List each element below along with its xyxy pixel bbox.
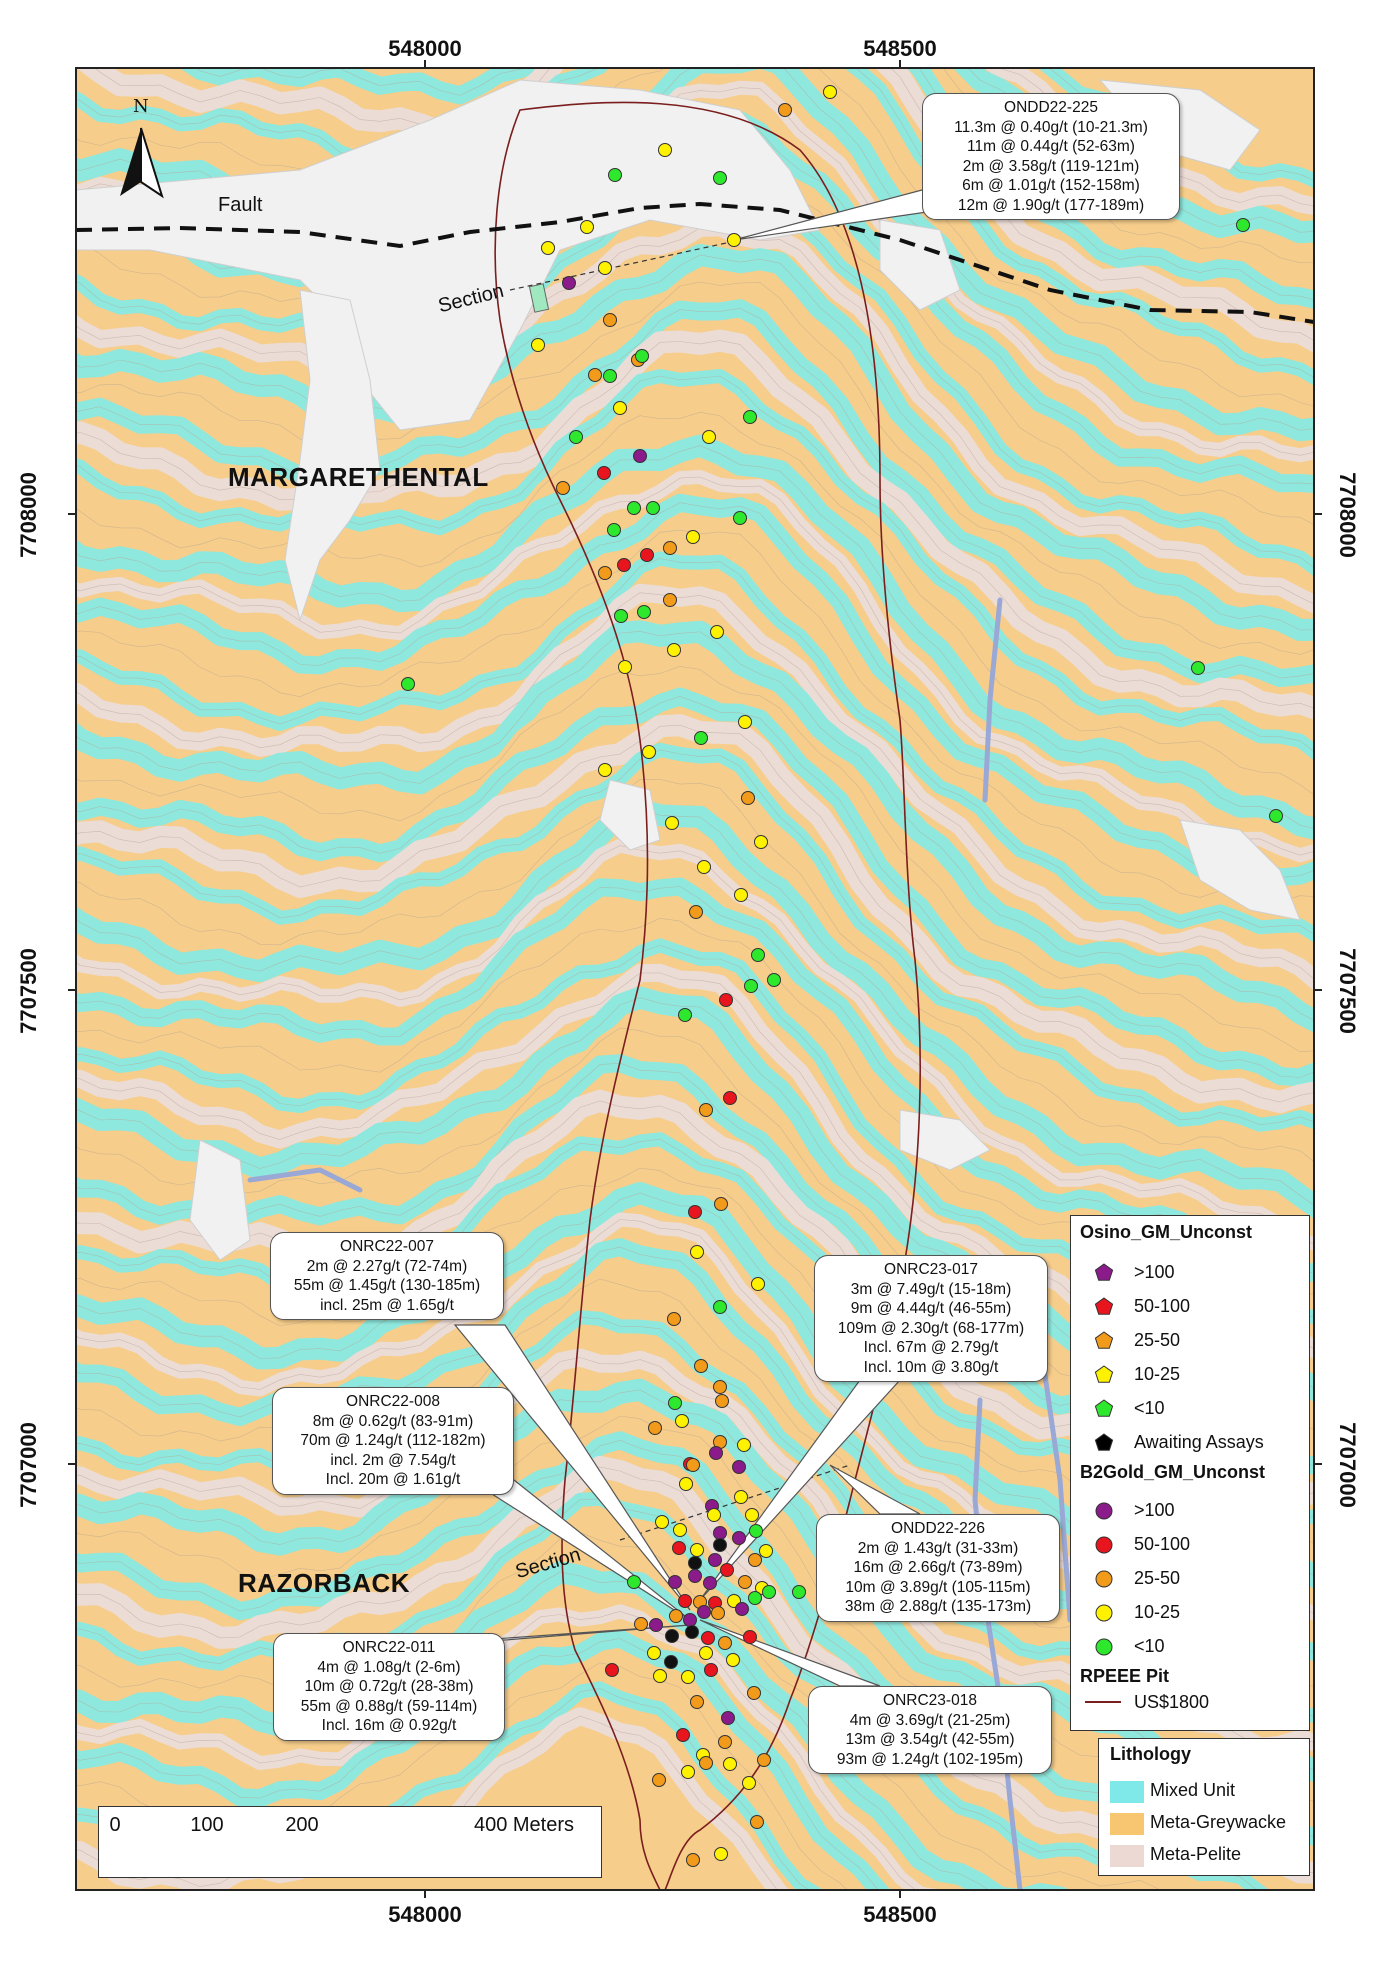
drillhole-point (760, 1545, 773, 1558)
drillhole-point (542, 242, 555, 255)
callout-line: Incl. 16m @ 0.92g/t (321, 1717, 457, 1734)
drillhole-point (641, 549, 654, 562)
drillhole-point (695, 1360, 708, 1373)
callout-line: incl. 25m @ 1.65g/t (320, 1296, 454, 1314)
drillhole-point (724, 1758, 737, 1771)
drillhole-point (743, 1777, 756, 1790)
callout-line: ONRC22-007 (340, 1238, 434, 1255)
drillhole-point (669, 1397, 682, 1410)
drillhole-point (598, 467, 611, 480)
callout-onrc22-008 (272, 1387, 514, 1495)
lithology-title: Lithology (1110, 1744, 1191, 1764)
drillhole-point (684, 1614, 697, 1627)
drillhole-point (402, 678, 415, 691)
drillhole-point (719, 1736, 732, 1749)
drillhole-point (689, 1206, 702, 1219)
callout-line: Incl. 10m @ 3.80g/t (863, 1358, 999, 1376)
drillhole-point (739, 1576, 752, 1589)
drillhole-point (752, 1278, 765, 1291)
drillhole-point (714, 1539, 727, 1552)
drillhole-point (727, 1654, 740, 1667)
drillhole-point (1192, 662, 1205, 675)
drillhole-point (680, 1478, 693, 1491)
callout-line: 2m @ 2.27g/t (72-74m) (306, 1257, 468, 1275)
callout-line: ONRC22-011 (342, 1639, 436, 1656)
callout-line: ONRC23-017 (884, 1261, 978, 1278)
legend-osino-label: 10-25 (1134, 1364, 1181, 1384)
drillhole-point (604, 370, 617, 383)
drillhole-point (758, 1754, 771, 1767)
drillhole-point (714, 1301, 727, 1314)
drillhole-point (666, 1630, 679, 1643)
legend-symbol-pentagon (1092, 1328, 1116, 1352)
drillhole-point (735, 1491, 748, 1504)
fault-label: Fault (218, 194, 263, 216)
callout-line: 109m @ 2.30g/t (68-177m) (837, 1319, 1025, 1337)
drillhole-point (638, 606, 651, 619)
drillhole-point (686, 1626, 699, 1639)
drillhole-point (709, 1554, 722, 1567)
drillhole-point (700, 1104, 713, 1117)
callout-line: Incl. 20m @ 1.61g/t (325, 1471, 461, 1488)
legend-osino-label: 25-50 (1134, 1330, 1181, 1350)
drillhole-point (736, 1603, 749, 1616)
north-arrow-letter: N (133, 96, 149, 117)
drillhole-point (750, 1525, 763, 1538)
legend-pit-swatch (1085, 1696, 1125, 1708)
drillhole-point (768, 974, 781, 987)
drillhole-point (679, 1595, 692, 1608)
drillhole-point (695, 732, 708, 745)
drillhole-point (746, 1509, 759, 1522)
legend-symbol-circle (1092, 1634, 1116, 1658)
scale-label-200: 200 (285, 1814, 319, 1836)
drillhole-point (719, 1637, 732, 1650)
drillhole-point (702, 1632, 715, 1645)
drillhole-point (614, 402, 627, 415)
drillhole-point (647, 502, 660, 515)
y-tick-left-7707500: 7707500 (15, 948, 41, 1034)
x-tick-bottom-548500: 548500 (863, 1902, 937, 1927)
callout-line: ONDD22-226 (891, 1520, 985, 1537)
scale-label-100: 100 (190, 1814, 224, 1836)
drillhole-point (649, 1422, 662, 1435)
legend-osino-label: <10 (1134, 1398, 1165, 1418)
drillhole-point (636, 350, 649, 363)
legend-symbol-pentagon (1092, 1396, 1116, 1420)
drillhole-point (714, 1527, 727, 1540)
callout-onrc23-017 (814, 1255, 1048, 1382)
drillhole-point (1270, 810, 1283, 823)
callout-line: 12m @ 1.90g/t (177-189m) (957, 196, 1145, 214)
drillhole-point (755, 836, 768, 849)
legend-symbol-circle (1092, 1600, 1116, 1624)
drillhole-point (682, 1766, 695, 1779)
drillhole-point (689, 1557, 702, 1570)
legend-pit-label: US$1800 (1134, 1692, 1210, 1712)
lithology-label: Meta-Pelite (1150, 1844, 1242, 1864)
x-tick-top-548000: 548000 (388, 36, 462, 61)
y-tick-right-7707500: 7707500 (1334, 948, 1360, 1034)
callout-line: 13m @ 3.54g/t (42-55m) (845, 1731, 1015, 1748)
drillhole-point (563, 277, 576, 290)
legend-symbol-pentagon (1092, 1260, 1116, 1284)
drillhole-point (751, 1816, 764, 1829)
callout-line: 10m @ 3.89g/t (105-115m) (845, 1578, 1031, 1596)
drillhole-point (606, 1664, 619, 1677)
x-tick-bottom-548000: 548000 (388, 1902, 462, 1927)
drillhole-point (738, 1439, 751, 1452)
drillhole-point (674, 1524, 687, 1537)
drillhole-point (742, 792, 755, 805)
callout-line: 2m @ 3.58g/t (119-121m) (962, 157, 1140, 175)
drillhole-point (824, 86, 837, 99)
callout-onrc22-007 (270, 1232, 504, 1320)
drillhole-point (656, 1516, 669, 1529)
drillhole-point (712, 1607, 725, 1620)
y-tick-right-7707000: 7707000 (1334, 1422, 1360, 1508)
lithology-swatch (1110, 1845, 1144, 1867)
drillhole-point (643, 746, 656, 759)
drillhole-point (689, 1570, 702, 1583)
lithology-label: Mixed Unit (1150, 1780, 1236, 1800)
drillhole-point (733, 1532, 746, 1545)
drillhole-point (779, 104, 792, 117)
scale-label-0: 0 (109, 1814, 121, 1836)
callout-onrc23-018 (808, 1686, 1052, 1774)
callout-line: ONRC22-008 (346, 1393, 440, 1410)
drillhole-point (679, 1009, 692, 1022)
drillhole-point (698, 1606, 711, 1619)
callout-line: 10m @ 0.72g/t (28-38m) (304, 1678, 474, 1695)
drillhole-point (669, 1576, 682, 1589)
drillhole-point (570, 431, 583, 444)
drillhole-point (1237, 219, 1250, 232)
drillhole-point (700, 1757, 713, 1770)
legend-symbol-pentagon (1092, 1294, 1116, 1318)
legend-b2gold-label: 25-50 (1134, 1568, 1181, 1588)
drillhole-point (698, 861, 711, 874)
drillhole-point (668, 1313, 681, 1326)
legend-b2gold-label: 10-25 (1134, 1602, 1181, 1622)
drillhole-point (700, 1647, 713, 1660)
drillhole-point (793, 1586, 806, 1599)
legend-symbol-pentagon (1092, 1430, 1116, 1454)
drillhole-point (609, 169, 622, 182)
callout-line: 9m @ 4.44g/t (46-55m) (850, 1300, 1012, 1317)
lithology-label: Meta-Greywacke (1150, 1812, 1287, 1832)
drillhole-point (687, 1854, 700, 1867)
drillhole-point (714, 172, 727, 185)
drillhole-point (733, 1461, 746, 1474)
drillhole-point (748, 1687, 761, 1700)
drillhole-point (628, 1576, 641, 1589)
drillhole-point (589, 369, 602, 382)
drillhole-point (720, 994, 733, 1007)
callout-line: 11m @ 0.44g/t (52-63m) (967, 138, 1135, 155)
drillhole-point (739, 716, 752, 729)
drillhole-point (673, 1542, 686, 1555)
legend-osino-title: Osino_GM_Unconst (1080, 1222, 1253, 1242)
scale-label-400: 400 Meters (473, 1814, 575, 1836)
drillhole-point (691, 1544, 704, 1557)
drillhole-point (615, 610, 628, 623)
legend-b2gold-label: >100 (1134, 1500, 1175, 1520)
callout-onrc22-011 (273, 1633, 505, 1741)
callout-ondd22-226 (816, 1514, 1060, 1622)
y-tick-left-7708000: 7708000 (15, 472, 41, 558)
lithology-swatch (1110, 1813, 1144, 1835)
drillhole-point (664, 594, 677, 607)
drillhole-point (666, 817, 679, 830)
callout-line: ONRC23-018 (883, 1692, 977, 1709)
callout-line: ONDD22-225 (1004, 99, 1098, 116)
callout-line: 8m @ 0.62g/t (83-91m) (312, 1412, 474, 1430)
y-tick-right-7708000: 7708000 (1334, 472, 1360, 558)
drillhole-point (581, 221, 594, 234)
drillhole-point (735, 889, 748, 902)
drillhole-point (691, 1696, 704, 1709)
drillhole-point (715, 1198, 728, 1211)
drillhole-point (668, 644, 681, 657)
section-label-south: Section (513, 1543, 584, 1584)
drillhole-point (744, 1631, 757, 1644)
drillhole-point (618, 559, 631, 572)
drillhole-point (749, 1554, 762, 1567)
drillhole-point (619, 661, 632, 674)
callout-line: 11.3m @ 0.40g/t (10-21.3m) (954, 118, 1148, 136)
margarethental-label: MARGARETHENTAL (228, 462, 489, 492)
callout-line: 55m @ 1.45g/t (130-185m) (293, 1277, 481, 1294)
drillhole-point (691, 1246, 704, 1259)
drillhole-point (744, 411, 757, 424)
legend-symbol-pentagon (1092, 1362, 1116, 1386)
callout-line: 3m @ 7.49g/t (15-18m) (850, 1280, 1012, 1298)
callout-line: 38m @ 2.88g/t (135-173m) (844, 1598, 1032, 1615)
drillhole-point (532, 339, 545, 352)
section-label-north: Section (436, 279, 507, 318)
drillhole-point (724, 1092, 737, 1105)
drillhole-point (711, 626, 724, 639)
legend-osino-label: 50-100 (1134, 1296, 1191, 1316)
drillhole-point (650, 1619, 663, 1632)
x-tick-top-548500: 548500 (863, 36, 937, 61)
drillhole-point (763, 1586, 776, 1599)
drillhole-point (752, 949, 765, 962)
drillhole-point (690, 906, 703, 919)
callout-line: 2m @ 1.43g/t (31-33m) (857, 1539, 1019, 1557)
drillhole-point (677, 1729, 690, 1742)
drillhole-point (635, 1618, 648, 1631)
drillhole-point (599, 764, 612, 777)
drillhole-point (715, 1848, 728, 1861)
callout-line: 4m @ 3.69g/t (21-25m) (849, 1711, 1011, 1729)
callout-ondd22-225 (922, 93, 1180, 220)
drillhole-point (714, 1381, 727, 1394)
drillhole-point (682, 1671, 695, 1684)
callout-line: 6m @ 1.01g/t (152-158m) (962, 177, 1140, 194)
y-tick-left-7707000: 7707000 (15, 1422, 41, 1508)
drillhole-point (608, 524, 621, 537)
callout-line: 4m @ 1.08g/t (2-6m) (317, 1658, 461, 1676)
drillhole-point (659, 144, 672, 157)
drillhole-point (687, 531, 700, 544)
lithology-swatch (1110, 1781, 1144, 1803)
drillhole-point (716, 1395, 729, 1408)
drillhole-point (705, 1664, 718, 1677)
drillhole-point (634, 450, 647, 463)
callout-line: 93m @ 1.24g/t (102-195m) (836, 1750, 1024, 1768)
drillhole-point (604, 314, 617, 327)
drillhole-point (734, 512, 747, 525)
callout-line: 55m @ 0.88g/t (59-114m) (300, 1697, 478, 1715)
drillhole-point (708, 1509, 721, 1522)
drillhole-point (722, 1712, 735, 1725)
drillhole-point (628, 502, 641, 515)
legend-pit-title: RPEEE Pit (1080, 1666, 1170, 1686)
drillhole-point (599, 567, 612, 580)
drillhole-point (654, 1670, 667, 1683)
drillhole-point (664, 542, 677, 555)
drillhole-point (728, 234, 741, 247)
legend-osino-label: Awaiting Assays (1134, 1432, 1264, 1452)
legend-b2gold-title: B2Gold_GM_Unconst (1080, 1462, 1266, 1482)
legend-b2gold-label: 50-100 (1134, 1534, 1191, 1554)
legend-osino-label: >100 (1134, 1262, 1175, 1282)
drillhole-point (665, 1656, 678, 1669)
drillhole-point (703, 431, 716, 444)
callout-line: incl. 2m @ 7.54g/t (330, 1451, 456, 1469)
drillhole-point (648, 1647, 661, 1660)
legend-b2gold-label: <10 (1134, 1636, 1165, 1656)
drillhole-point (557, 482, 570, 495)
drillhole-point (745, 980, 758, 993)
drillhole-point (710, 1447, 723, 1460)
callout-line: 16m @ 2.66g/t (73-89m) (853, 1559, 1023, 1576)
drillhole-point (599, 262, 612, 275)
legend-symbol-circle (1092, 1532, 1116, 1556)
callout-line: 70m @ 1.24g/t (112-182m) (300, 1432, 486, 1449)
drillhole-point (704, 1577, 717, 1590)
drillhole-point (653, 1774, 666, 1787)
legend-symbol-circle (1092, 1566, 1116, 1590)
drillhole-point (670, 1610, 683, 1623)
callout-line: Incl. 67m @ 2.79g/t (863, 1339, 999, 1356)
legend-symbol-circle (1092, 1498, 1116, 1522)
razorback-label: RAZORBACK (238, 1568, 411, 1598)
drillhole-point (687, 1459, 700, 1472)
drillhole-point (676, 1415, 689, 1428)
drillhole-point (749, 1592, 762, 1605)
drillhole-point (721, 1564, 734, 1577)
